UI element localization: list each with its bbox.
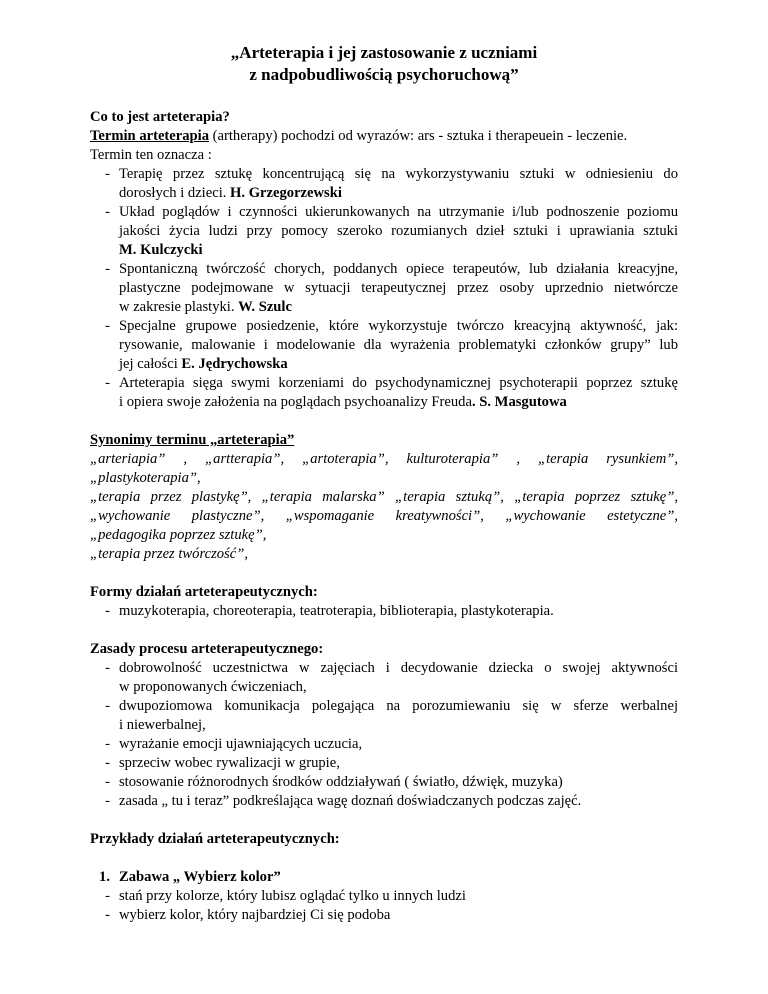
section-heading-forms: Formy działań arteterapeutycznych: [90, 584, 318, 600]
definition-2-line2: jakości życia ludzi przy pomocy szeroko rozumianych dzieł sztuki i uprawiania sztuki [119, 223, 678, 239]
term-means-line: Termin ten oznacza : [90, 147, 212, 163]
document-title-line1: „Arteterapia i jej zastosowanie z uczniami [230, 43, 538, 62]
definition-2-line1: Układ poglądów i czynności ukierunkowanych na utrzymanie i/lub podnoszenie poziomu [119, 204, 678, 220]
synonyms-line3: „terapia przez plastykę”, „terapia malarska” „terapia sztuką”, „terapia poprzez sztukę”, [90, 489, 678, 505]
list-dash: - [105, 888, 110, 904]
section-heading-synonyms: Synonimy terminu „arteterapia” [90, 432, 295, 448]
definition-3-line3: w zakresie plastyki. W. Szulc [119, 299, 292, 315]
list-dash: - [105, 166, 110, 182]
section-heading-principles: Zasady procesu arteterapeutycznego: [90, 641, 324, 657]
definition-5-line2: i opiera swoje założenia na poglądach psychoanalizy Freuda. S. Masgutowa [119, 394, 567, 410]
document-title-line2: z nadpobudliwością psychoruchową” [249, 65, 519, 84]
term-definition-line: Termin arteterapia (artherapy) pochodzi od wyrazów: ars - sztuka i therapeuein - leczenie. [90, 128, 628, 144]
definition-4-line2: rysowanie, malowanie i modelowanie dla wyrażenia problematyki członków grupy” lub [119, 337, 678, 353]
example-game-item-2: wybierz kolor, który najbardziej Ci się podoba [119, 907, 391, 923]
section-heading-what-is: Co to jest arteterapia? [90, 109, 230, 125]
principle-2-line1: dwupoziomowa komunikacja polegająca na porozumiewaniu się w sferze werbalnej [119, 698, 678, 714]
list-dash: - [105, 774, 110, 790]
synonyms-line2: „plastykoterapia”, [90, 470, 201, 486]
list-number: 1. [99, 869, 110, 885]
synonyms-line1: „arteriapia” , „artterapia”, „artoterapia”, kulturoterapia” , „terapia rysunkiem”, [90, 451, 678, 467]
list-dash: - [105, 375, 110, 391]
principle-6: zasada „ tu i teraz” podkreślająca wagę doznań doświadczanych podczas zajęć. [119, 793, 582, 809]
definition-4-line1: Specjalne grupowe posiedzenie, które wykorzystuje twórczo kreacyjną aktywność, jak: [119, 318, 678, 334]
definition-2-author: M. Kulczycki [119, 242, 203, 258]
definition-5-line1: Arteterapia sięga swymi korzeniami do psychodynamicznej psychoterapii poprzez sztukę [119, 375, 678, 391]
principle-2-line2: i niewerbalnej, [119, 717, 206, 733]
principle-1-line1: dobrowolność uczestnictwa w zajęciach i decydowanie dziecka o swojej aktywności [119, 660, 678, 676]
definition-3-line2: plastyczne podejmowane w sytuacji terapeutycznej przez osoby uprzednio nietwórcze [119, 280, 678, 296]
synonyms-line5: „pedagogika poprzez sztukę”, [90, 527, 267, 543]
list-dash: - [105, 755, 110, 771]
synonyms-line6: „terapia przez twórczość”, [90, 546, 248, 562]
list-dash: - [105, 261, 110, 277]
definition-1-line1: Terapię przez sztukę koncentrującą się na wykorzystywaniu sztuki w odniesieniu do [119, 166, 678, 182]
definition-3-line1: Spontaniczną twórczość chorych, poddanych opiece terapeutów, lub działania kreacyjne, [119, 261, 678, 277]
list-dash: - [105, 603, 110, 619]
list-dash: - [105, 698, 110, 714]
list-dash: - [105, 318, 110, 334]
list-dash: - [105, 660, 110, 676]
list-dash: - [105, 736, 110, 752]
definition-4-line3: jej całości E. Jędrychowska [119, 356, 288, 372]
example-game-title: Zabawa „ Wybierz kolor” [119, 869, 281, 885]
principle-3: wyrażanie emocji ujawniających uczucia, [119, 736, 363, 752]
principle-4: sprzeciw wobec rywalizacji w grupie, [119, 755, 340, 771]
section-heading-examples: Przykłady działań arteterapeutycznych: [90, 831, 340, 847]
list-dash: - [105, 204, 110, 220]
principle-5: stosowanie różnorodnych środków oddziaływań ( światło, dźwięk, muzyka) [119, 774, 563, 790]
synonyms-line4: „wychowanie plastyczne”, „wspomaganie kreatywności”, „wychowanie estetyczne”, [90, 508, 678, 524]
forms-item: muzykoterapia, choreoterapia, teatroterapia, biblioterapia, plastykoterapia. [119, 603, 554, 619]
list-dash: - [105, 793, 110, 809]
example-game-item-1: stań przy kolorze, który lubisz oglądać tylko u innych ludzi [119, 888, 466, 904]
definition-1-line2: dorosłych i dzieci. H. Grzegorzewski [119, 185, 342, 201]
principle-1-line2: w proponowanych ćwiczeniach, [119, 679, 307, 695]
list-dash: - [105, 907, 110, 923]
